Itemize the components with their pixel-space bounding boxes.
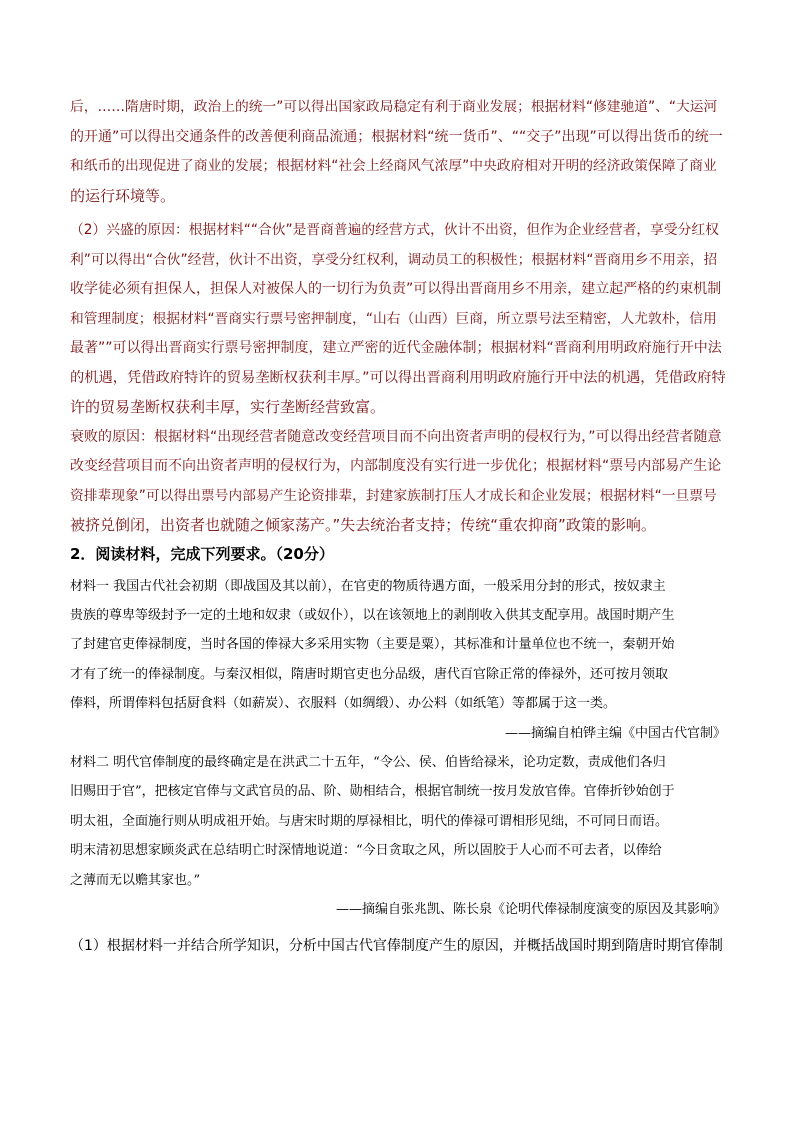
source-citation: ——摘编自张兆凯、陈长泉《论明代俸禄制度演变的原因及其影响》 bbox=[335, 901, 726, 917]
answer-line: 的机遇，凭借政府特许的贸易垄断权获利丰厚。”可以得出晋商利用明政府施行开中法的机遇，凭借政府特 bbox=[70, 369, 726, 386]
answer-line: 收学徒必须有担保人，担保人对被保人的一切行为负责”可以得出晋商用乡不用亲，建立起严格的约束机制 bbox=[70, 281, 722, 297]
answer-line: 后，……隋唐时期，政治上的统一”可以得出国家政局稳定有利于商业发展；根据材料“修建驰道”、“大运河 bbox=[70, 99, 718, 115]
material-line: 才有了统一的俸禄制度。与秦汉相似，隋唐时期官吏也分品级，唐代百官除正常的俸禄外，还可按月领取 bbox=[70, 666, 669, 682]
material-line: 材料一 我国古代社会初期（即战国及其以前），在官吏的物质待遇方面，一般采用分封的形式，按奴隶主 bbox=[70, 578, 666, 594]
answer-line: 资排辈现象”可以得出票号内部易产生论资排辈，封建家族制打压人才成长和企业发展；根据材料“一旦票号 bbox=[70, 487, 717, 504]
answer-section bbox=[70, 93, 726, 541]
material-line: 明太祖，全面施行则从明成祖开始。与唐宋时期的厚禄相比，明代的俸禄可谓相形见绌，不可同日而语。 bbox=[70, 813, 669, 829]
material-line: 俸料，所谓俸料包括厨食料（如薪炭）、衣服料（如绸缎）、办公料（如纸笔）等都属于这一类。 bbox=[70, 696, 617, 712]
document-page bbox=[70, 93, 726, 962]
material-line: 明末清初思想家顾炎武在总结明亡时深情地说道：“今日贪取之风，所以固胶于人心而不可去者，以俸给 bbox=[70, 843, 662, 859]
answer-line: 最著””可以得出晋商实行票号密押制度，建立严密的近代金融体制；根据材料“晋商利用明政府施行开中法 bbox=[70, 340, 722, 356]
answer-line: （2）兴盛的原因：根据材料““合伙”是晋商普遍的经营方式，伙计不出资，但作为企业经营者，享受分红权 bbox=[70, 222, 719, 238]
sub-question: （1）根据材料一并结合所学知识，分析中国古代官俸制度产生的原因，并概括战国时期到隋唐时期官俸制 bbox=[70, 938, 723, 955]
answer-line: 被挤兑倒闭，出资者也就随之倾家荡产。”失去统治者支持；传统“重农抑商”政策的影响。 bbox=[70, 516, 656, 534]
answer-line: 的运行环境等。 bbox=[70, 186, 176, 205]
material-line: 贵族的尊卑等级封予一定的土地和奴隶（或奴仆），以在该领地上的剥削收入供其支配享用。战国时期产生 bbox=[70, 607, 675, 623]
answer-line: 许的贸易垄断权获利丰厚，实行垄断经营致富。 bbox=[70, 398, 386, 416]
material-line: 之薄而无以赡其家也。” bbox=[70, 872, 201, 888]
answer-line: 和管理制度；根据材料“晋商实行票号密押制度，“山右（山西）巨商，所立票号法至精密，人尤敦朴，信用 bbox=[70, 310, 717, 327]
answer-line: 改变经营项目而不向出资者声明的侵权行为，内部制度没有实行进一步优化；根据材料“票号内部易产生论 bbox=[70, 458, 722, 474]
material-line: 材料二 明代官俸制度的最终确定是在洪武二十五年，“令公、侯、伯皆给禄米，论功定数，责成他们各归 bbox=[70, 754, 666, 770]
material-line: 旧赐田于官”，把核定官俸与文武官员的品、阶、勋相结合，根据官制统一按月发放官俸。官俸折钞始创于 bbox=[70, 784, 675, 800]
answer-line: 利”可以得出“合伙”经营，伙计不出资，享受分红权利，调动员工的积极性；根据材料“晋商用乡不用亲，招 bbox=[70, 251, 718, 268]
answer-line: 和纸币的出现促进了商业的发展；根据材料“社会上经商风气浓厚”中央政府相对开明的经济政策保障了商业 bbox=[70, 158, 717, 174]
material-two bbox=[70, 748, 726, 924]
source-citation: ——摘编自柏铧主编《中国古代官制》 bbox=[504, 725, 726, 741]
material-line: 了封建官吏俸禄制度，当时各国的俸禄大多采用实物（主要是粟），其标准和计量单位也不统一，秦朝开始 bbox=[70, 637, 675, 653]
answer-line: 衰败的原因：根据材料“出现经营者随意改变经营项目而不向出资者声明的侵权行为，”可以得出经营者随意 bbox=[70, 428, 722, 445]
material-one bbox=[70, 572, 726, 748]
answer-line: 的开通”可以得出交通条件的改善便利商品流通；根据材料“统一货币”、““交子”出现”可以得出货币的统一 bbox=[70, 128, 723, 145]
question-heading: 2．阅读材料，完成下列要求。（20分） bbox=[70, 544, 334, 563]
